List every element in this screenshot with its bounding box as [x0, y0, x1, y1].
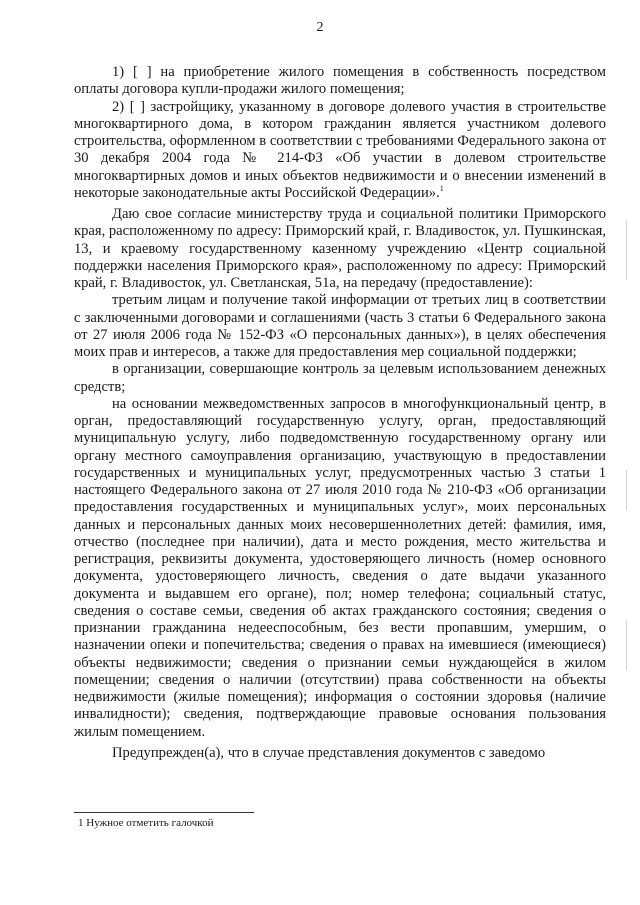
- paragraph-control-organizations: в организации, совершающие контроль за целевым использованием денежных средств;: [74, 361, 606, 395]
- scan-edge-mark: [626, 220, 627, 280]
- paragraph-warning: Предупрежден(а), что в случае представления документов с заведомо: [112, 744, 546, 761]
- document-body: [74, 64, 606, 762]
- footnote-marker: 1: [439, 183, 444, 193]
- paragraph-interagency-requests: на основании межведомственных запросов в многофункциональный центр, в орган, предоставляющий государственную услугу, орган, предоставляющий муниципальную услугу, либо подведомственную государственному органу или органу местного самоуправления организацию, участвующую в предоставлении государственных и муниципальных услуг, предусмотренных частью 3 статьи 1 настоящего Федерального закона от 27 июля 2010 года № 210-ФЗ «Об организации предоставления государственных и муниципальных услуг», моих персональных данных и персональных данных моих несовершеннолетних детей: фамилия, имя, отчество (последнее при наличии), дата и место рождения, место жительства и регистрация, реквизиты документа, удостоверяющего личность (номер основного документа, удостоверяющего личность, сведения о дате выдачи указанного документа и выдавшем его органе), пол; номер телефона; социальный статус, сведения о составе семьи, сведения об актах гражданского состояния; сведения о признании гражданина недееспособным, без вести пропавшим, умершим, о назначении опеки и попечительства; сведения о правах на имевшиеся (имеющиеся) объекты недвижимости; сведения о признании семьи нуждающейся в жилом помещении; сведения о наличии (отсутствии) права собственности на объекты недвижимости (жилые помещения); информация о состоянии здоровья (наличие инвалидности); сведения, подтверждающие правовые основания пользования жилым помещением.: [74, 395, 606, 740]
- paragraph-option-1: 1) [ ] на приобретение жилого помещения в собственность посредством оплаты договора купли-продажи жилого помещения;: [74, 64, 606, 98]
- scan-edge-mark: [626, 470, 627, 510]
- paragraph-third-parties: третьим лицам и получение такой информации от третьих лиц в соответствии с заключенными договорами и соглашениями (часть 3 статьи 6 Федерального закона от 27 июля 2006 года № 152-ФЗ «О персональных данных»), в целях обеспечения моих прав и интересов, а также для предоставления мер социальной поддержки;: [74, 292, 606, 360]
- footnote-separator: [74, 812, 254, 813]
- scan-edge-mark: [626, 620, 627, 670]
- footnote: 1 Нужное отметить галочкой: [78, 817, 214, 829]
- page-number: 2: [316, 20, 324, 35]
- paragraph-consent: Даю свое согласие министерству труда и социальной политики Приморского края, расположенному по адресу: Приморский край, г. Владивосток, ул. Пушкинская, 13, и краевому государственному казенному учреждению «Центр социальной поддержки населения Приморского края», расположенному по адресу: Приморский край, г. Владивосток, ул. Светланская, 51а, на передачу (предоставление):: [74, 206, 606, 291]
- paragraph-option-2: 2) [ ] застройщику, указанному в договоре долевого участия в строительстве многоквартирного дома, в котором гражданин является участником долевого строительства, оформленном в соответствии с требованиями Федерального закона от 30 декабря 2004 года № 214-ФЗ «Об участии в долевом строительстве многоквартирных домов и иных объектов недвижимости и о внесении изменений в некоторые законодательные акты Российской Федерации».$^1$: [74, 98, 606, 201]
